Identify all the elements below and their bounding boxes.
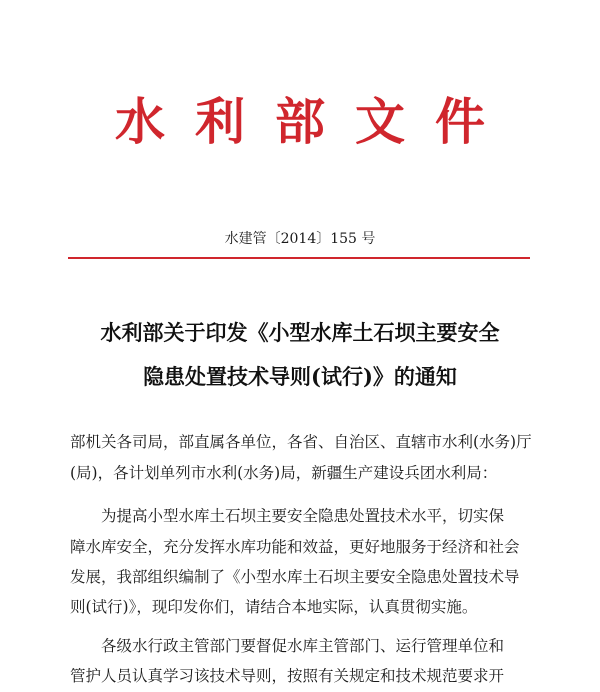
red-divider-line [68,257,530,259]
notice-title-line-2: 隐患处置技术导则(试行)》的通知 [143,364,457,389]
document-number: 水建管〔2014〕155 号 [224,231,376,247]
body-line: 为提高小型水库土石坝主要安全隐患处置技术水平，切实保 [70,507,505,525]
body-line: 各级水行政主管部门要督促水库主管部门、运行管理单位和 [70,637,505,655]
body-line: 则(试行)》，现印发你们，请结合本地实际，认真贯彻实施。 [70,598,478,616]
issuing-authority-header: 水利部文件 [115,92,515,151]
body-line: (局)，各计划单列市水利(水务)局，新疆生产建设兵团水利局： [70,464,498,482]
body-line: 障水库安全，充分发挥水库功能和效益，更好地服务于经济和社会 [70,538,520,556]
body-line: 发展，我部组织编制了《小型水库土石坝主要安全隐患处置技术导 [70,568,520,586]
body-line: 部机关各司局，部直属各单位，各省、自治区、直辖市水利(水务)厅 [70,433,532,451]
notice-title-line-1: 水利部关于印发《小型水库土石坝主要安全 [100,320,500,345]
body-line: 管护人员认真学习该技术导则，按照有关规定和技术规范要求开 [70,667,505,685]
